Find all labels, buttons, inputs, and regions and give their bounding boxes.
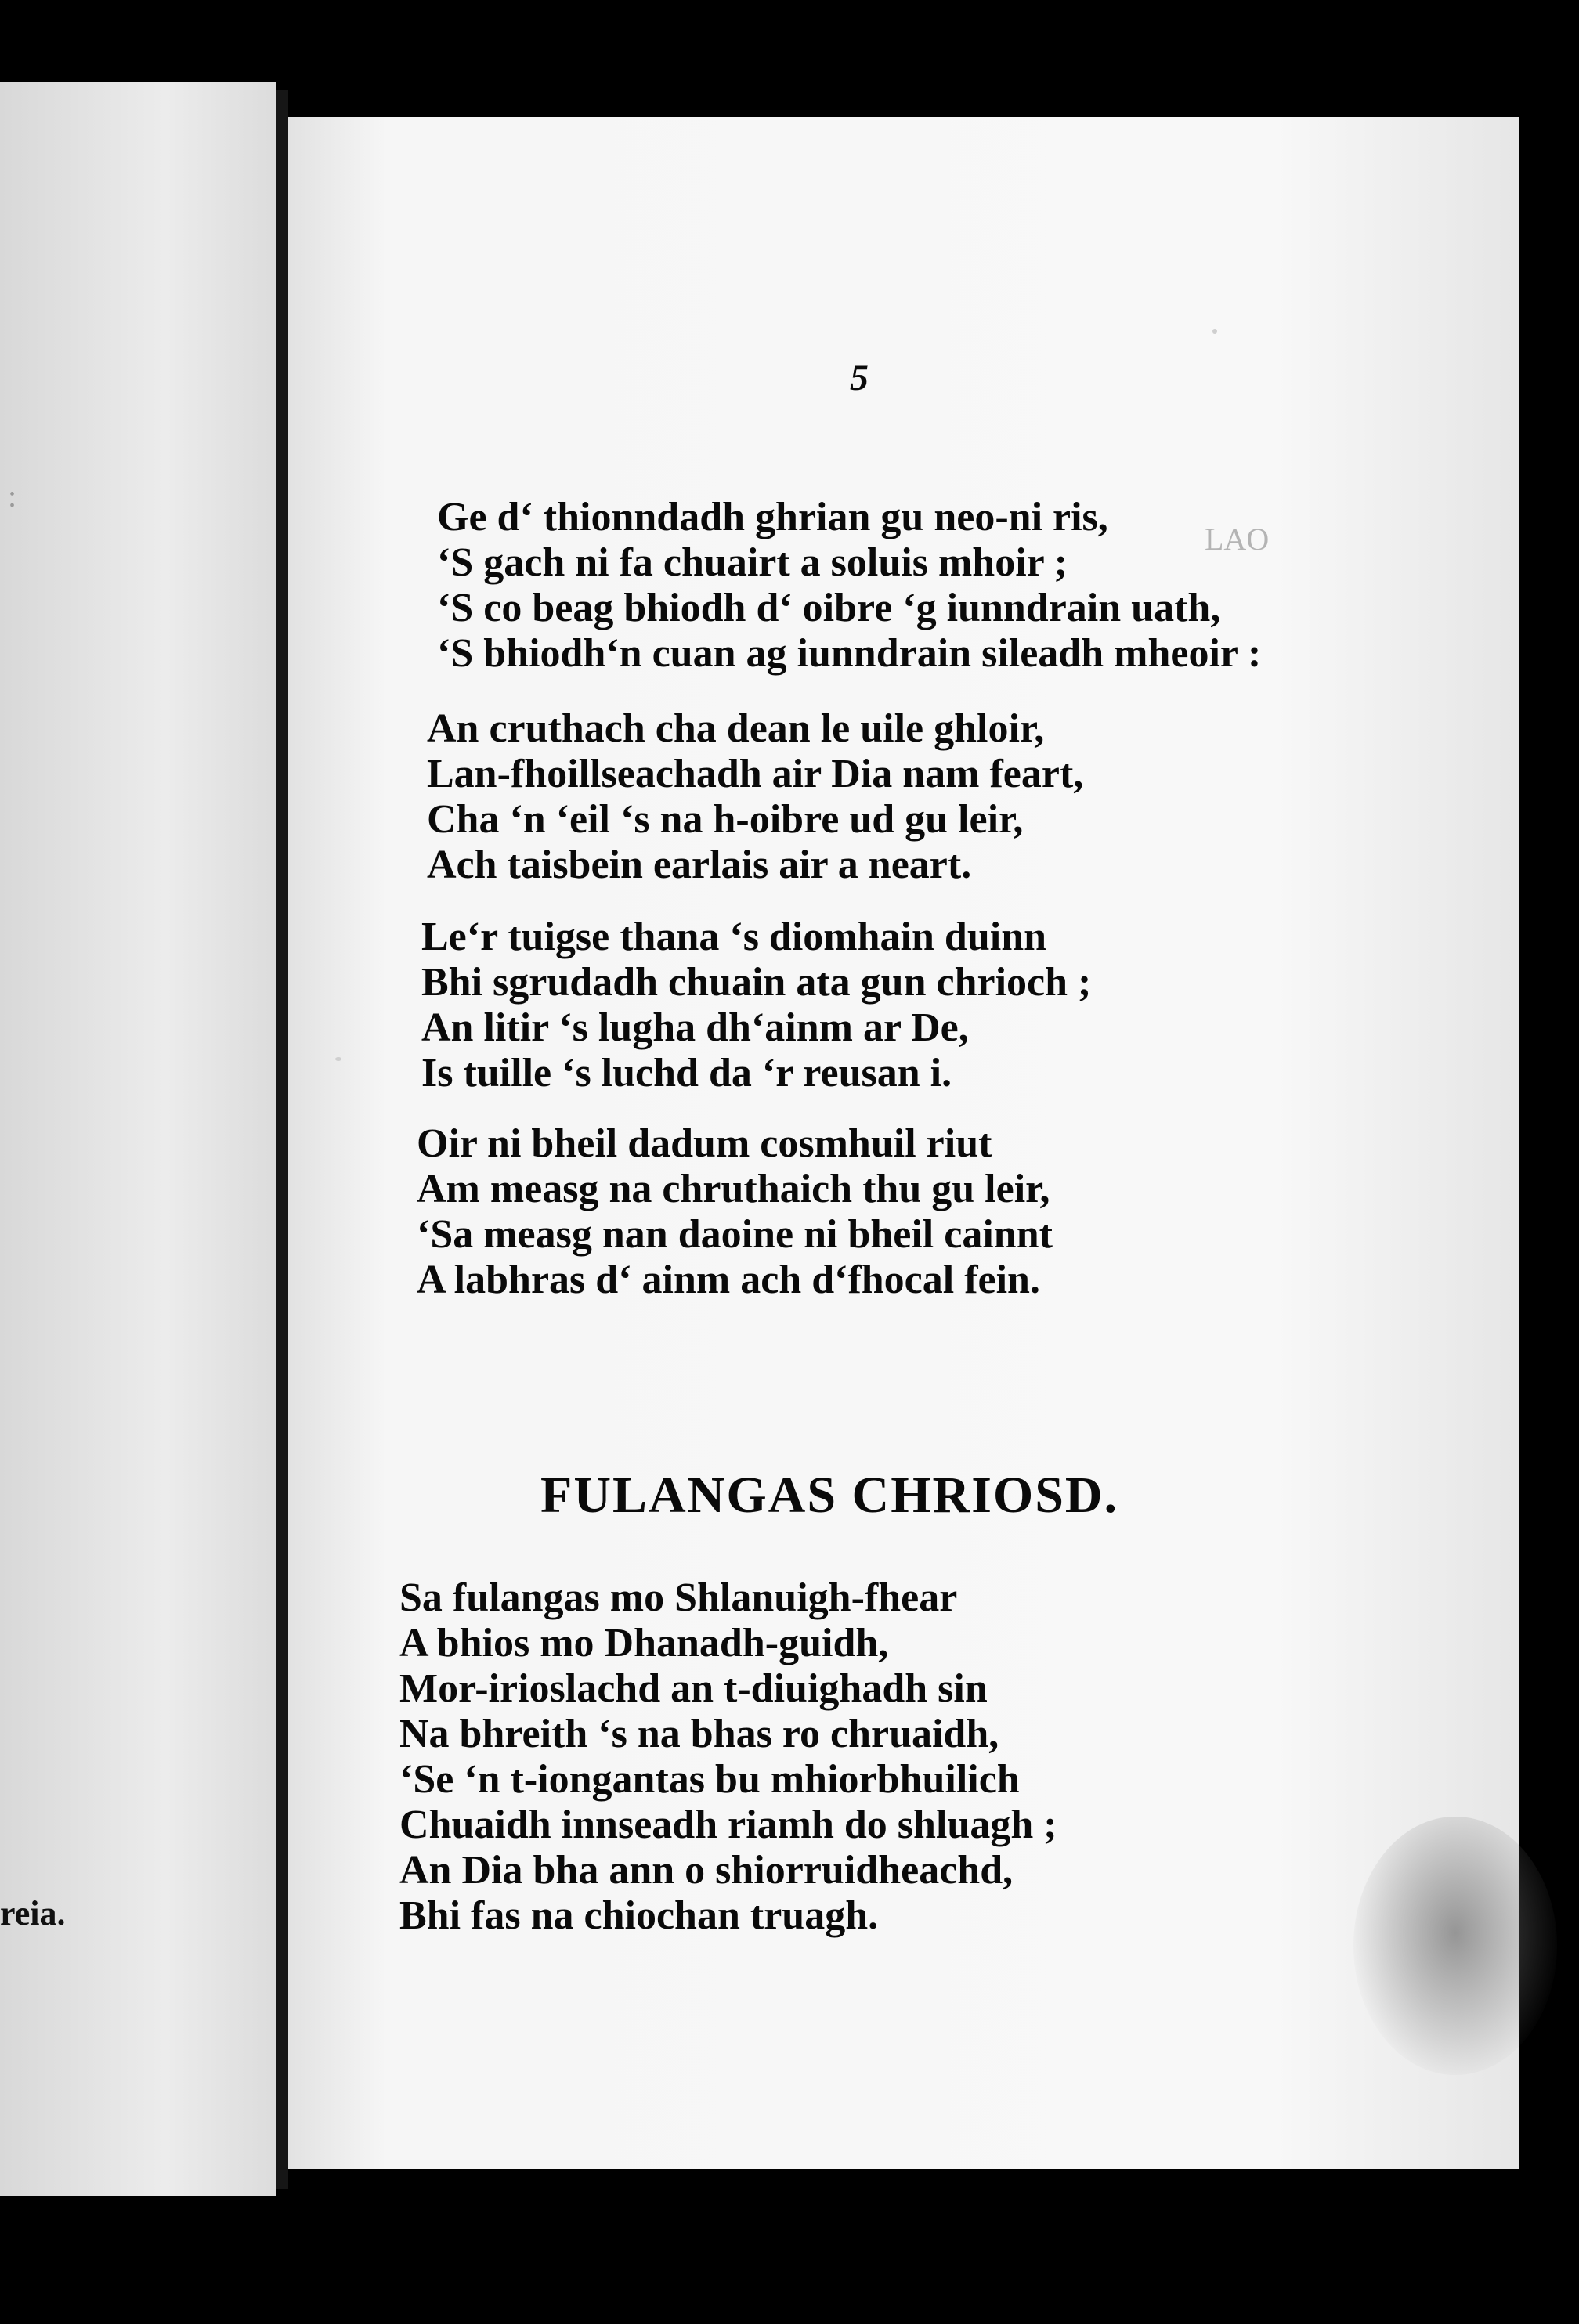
section-stanza — [399, 1575, 1057, 1939]
verse-line: Bhi sgrudadh chuain ata gun chrioch ; — [421, 960, 1092, 1005]
page-stain — [1353, 1817, 1557, 2075]
verse-line: An cruthach cha dean le uile ghloir, — [427, 706, 1045, 751]
verse-line: ‘S gach ni fa chuairt a soluis mhoir ; — [437, 540, 1068, 585]
stanza-3 — [421, 915, 1091, 1096]
stanza-1 — [437, 495, 1261, 677]
verse-line: Oir ni bheil dadum cosmhuil riut — [417, 1121, 992, 1166]
paper-speck — [1212, 329, 1217, 334]
verse-line: An Dia bha ann o shiorruidheachd, — [399, 1848, 1014, 1893]
verse-line: Chuaidh innseadh riamh do shluagh ; — [399, 1803, 1057, 1847]
bleed-through-text: LAO — [1205, 521, 1270, 557]
verse-line: Am measg na chruthaich thu gu leir, — [417, 1167, 1050, 1211]
left-page-edge — [0, 82, 276, 2196]
verse-line: A labhras d‘ ainm ach d‘fhocal fein. — [417, 1258, 1040, 1302]
verse-line: Lan-fhoillseachadh air Dia nam feart, — [427, 752, 1084, 796]
page-number: 5 — [850, 357, 869, 399]
verse-line: Le‘r tuigse thana ‘s diomhain duinn — [421, 915, 1047, 959]
verse-line: An litir ‘s lugha dh‘ainm ar De, — [421, 1005, 969, 1050]
verse-line: A bhios mo Dhanadh-guidh, — [399, 1621, 889, 1665]
stanza-4 — [417, 1121, 1053, 1303]
verse-line: Cha ‘n ‘eil ‘s na h-oibre ud gu leir, — [427, 797, 1024, 842]
verse-line: Is tuille ‘s luchd da ‘r reusan i. — [421, 1051, 952, 1095]
verse-line: Bhi fas na chiochan truagh. — [399, 1893, 879, 1938]
left-page-fragment-colon: : — [8, 478, 17, 514]
verse-line: Na bhreith ‘s na bhas ro chruaidh, — [399, 1712, 999, 1756]
verse-line: ‘Sa measg nan daoine ni bheil cainnt — [417, 1212, 1053, 1257]
verse-line: ‘S bhiodh‘n cuan ag iunndrain sileadh mheoir : — [437, 631, 1262, 676]
left-page-fragment-word: reia. — [0, 1894, 66, 1932]
section-heading: FULANGAS CHRIOSD. — [540, 1467, 1119, 1524]
verse-line: Ach taisbein earlais air a neart. — [427, 843, 972, 887]
page-gutter — [276, 90, 288, 2189]
verse-line: ‘S co beag bhiodh d‘ oibre ‘g iunndrain uath, — [437, 586, 1221, 630]
paper-speck — [335, 1057, 341, 1061]
verse-line: Sa fulangas mo Shlanuigh-fhear — [399, 1575, 958, 1620]
verse-line: Ge d‘ thionndadh ghrian gu neo-ni ris, — [437, 495, 1108, 540]
stanza-2 — [427, 706, 1083, 888]
verse-line: ‘Se ‘n t-iongantas bu mhiorbhuilich — [399, 1757, 1020, 1802]
verse-line: Mor-irioslachd an t-diuighadh sin — [399, 1666, 988, 1711]
